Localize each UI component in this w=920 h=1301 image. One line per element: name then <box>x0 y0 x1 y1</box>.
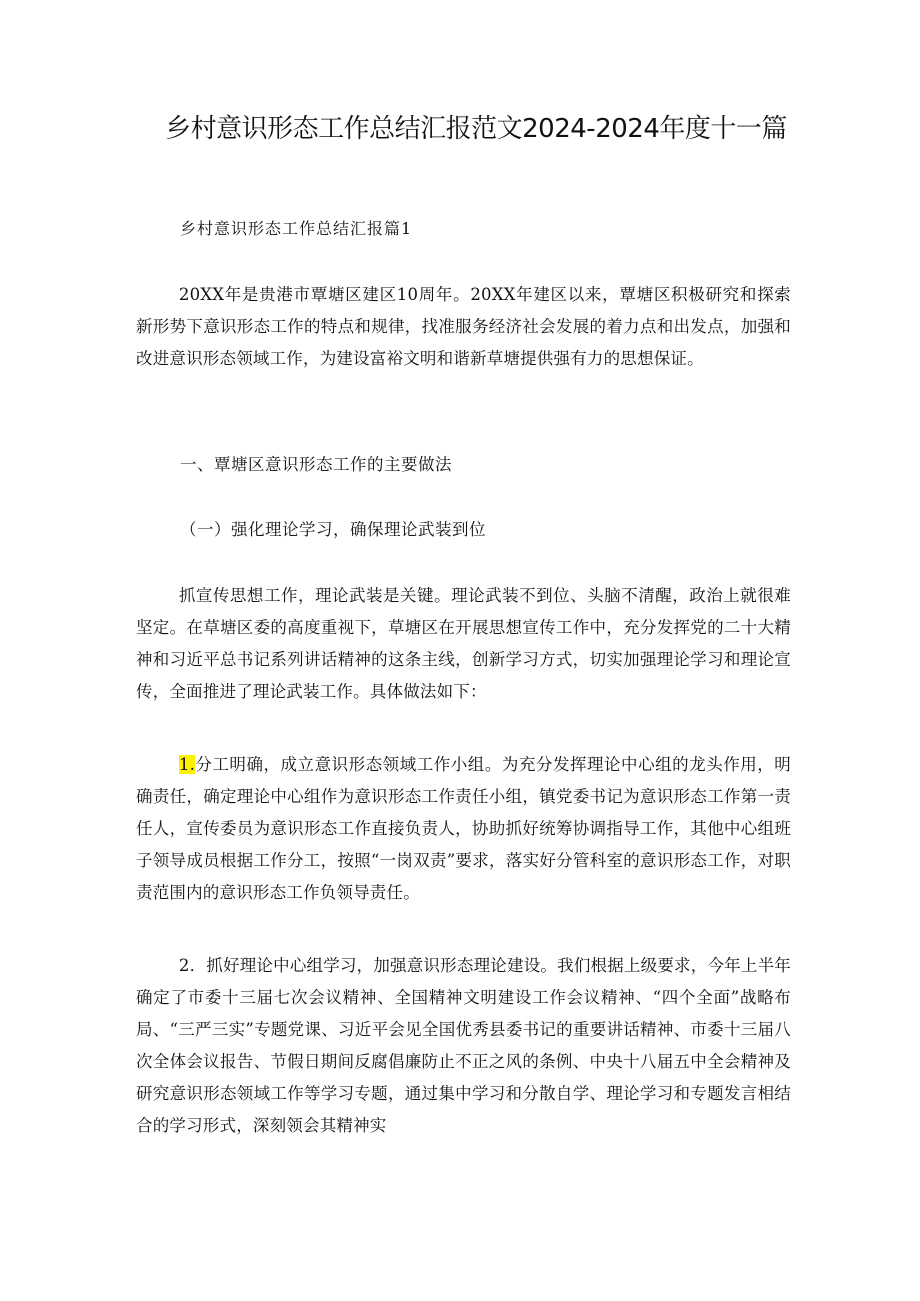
section-heading-1: 一、覃塘区意识形态工作的主要做法 <box>180 455 452 474</box>
intro-paragraph: 20XX年是贵港市覃塘区建区10周年。20XX年建区以来，覃塘区积极研究和探索新形势下意识形态工作的特点和规律，找准服务经济社会发展的着力点和出发点，加强和改进意识形态领域工作，为建设富裕文明和谐新草塘提供强有力的思想保证。 <box>136 285 791 368</box>
list-item-1 <box>136 749 791 909</box>
list-item-1-number: 1. <box>178 755 196 774</box>
document-title: 乡村意识形态工作总结汇报范文2024-2024年度十一篇 <box>165 114 787 144</box>
article-subtitle: 乡村意识形态工作总结汇报篇1 <box>180 219 413 238</box>
subsection-heading-1: （一）强化理论学习，确保理论武装到位 <box>180 520 486 539</box>
paragraph-theory: 抓宣传思想工作，理论武装是关键。理论武装不到位、头脑不清醒，政治上就很难坚定。在草塘区委的高度重视下，草塘区在开展思想宣传工作中，充分发挥党的二十大精神和习近平总书记系列讲话精神的这条主线，创新学习方式，切实加强理论学习和理论宣传，全面推进了理论武装工作。具体做法如下： <box>136 586 791 701</box>
list-item-2: 2．抓好理论中心组学习，加强意识形态理论建设。我们根据上级要求，今年上半年确定了市委十三届七次会议精神、全国精神文明建设工作会议精神、“四个全面”战略布局、“三严三实”专题党课、习近平会见全国优秀县委书记的重要讲话精神、市委十三届八次全体会议报告、节假日期间反腐倡廉防止不正之风的条例、中央十八届五中全会精神及研究意识形态领域工作等学习专题，通过集中学习和分散自学、理论学习和专题发言相结合的学习形式，深刻领会其精神实 <box>136 956 791 1135</box>
list-item-1-text: 分工明确，成立意识形态领域工作小组。为充分发挥理论中心组的龙头作用，明确责任，确定理论中心组作为意识形态工作责任小组，镇党委书记为意识形态工作第一责任人，宣传委员为意识形态工作直接负责人，协助抓好统筹协调指导工作，其他中心组班子领导成员根据工作分工，按照“一岗双责”要求，落实好分管科室的意识形态工作，对职责范围内的意识形态工作负领导责任。 <box>136 755 791 902</box>
